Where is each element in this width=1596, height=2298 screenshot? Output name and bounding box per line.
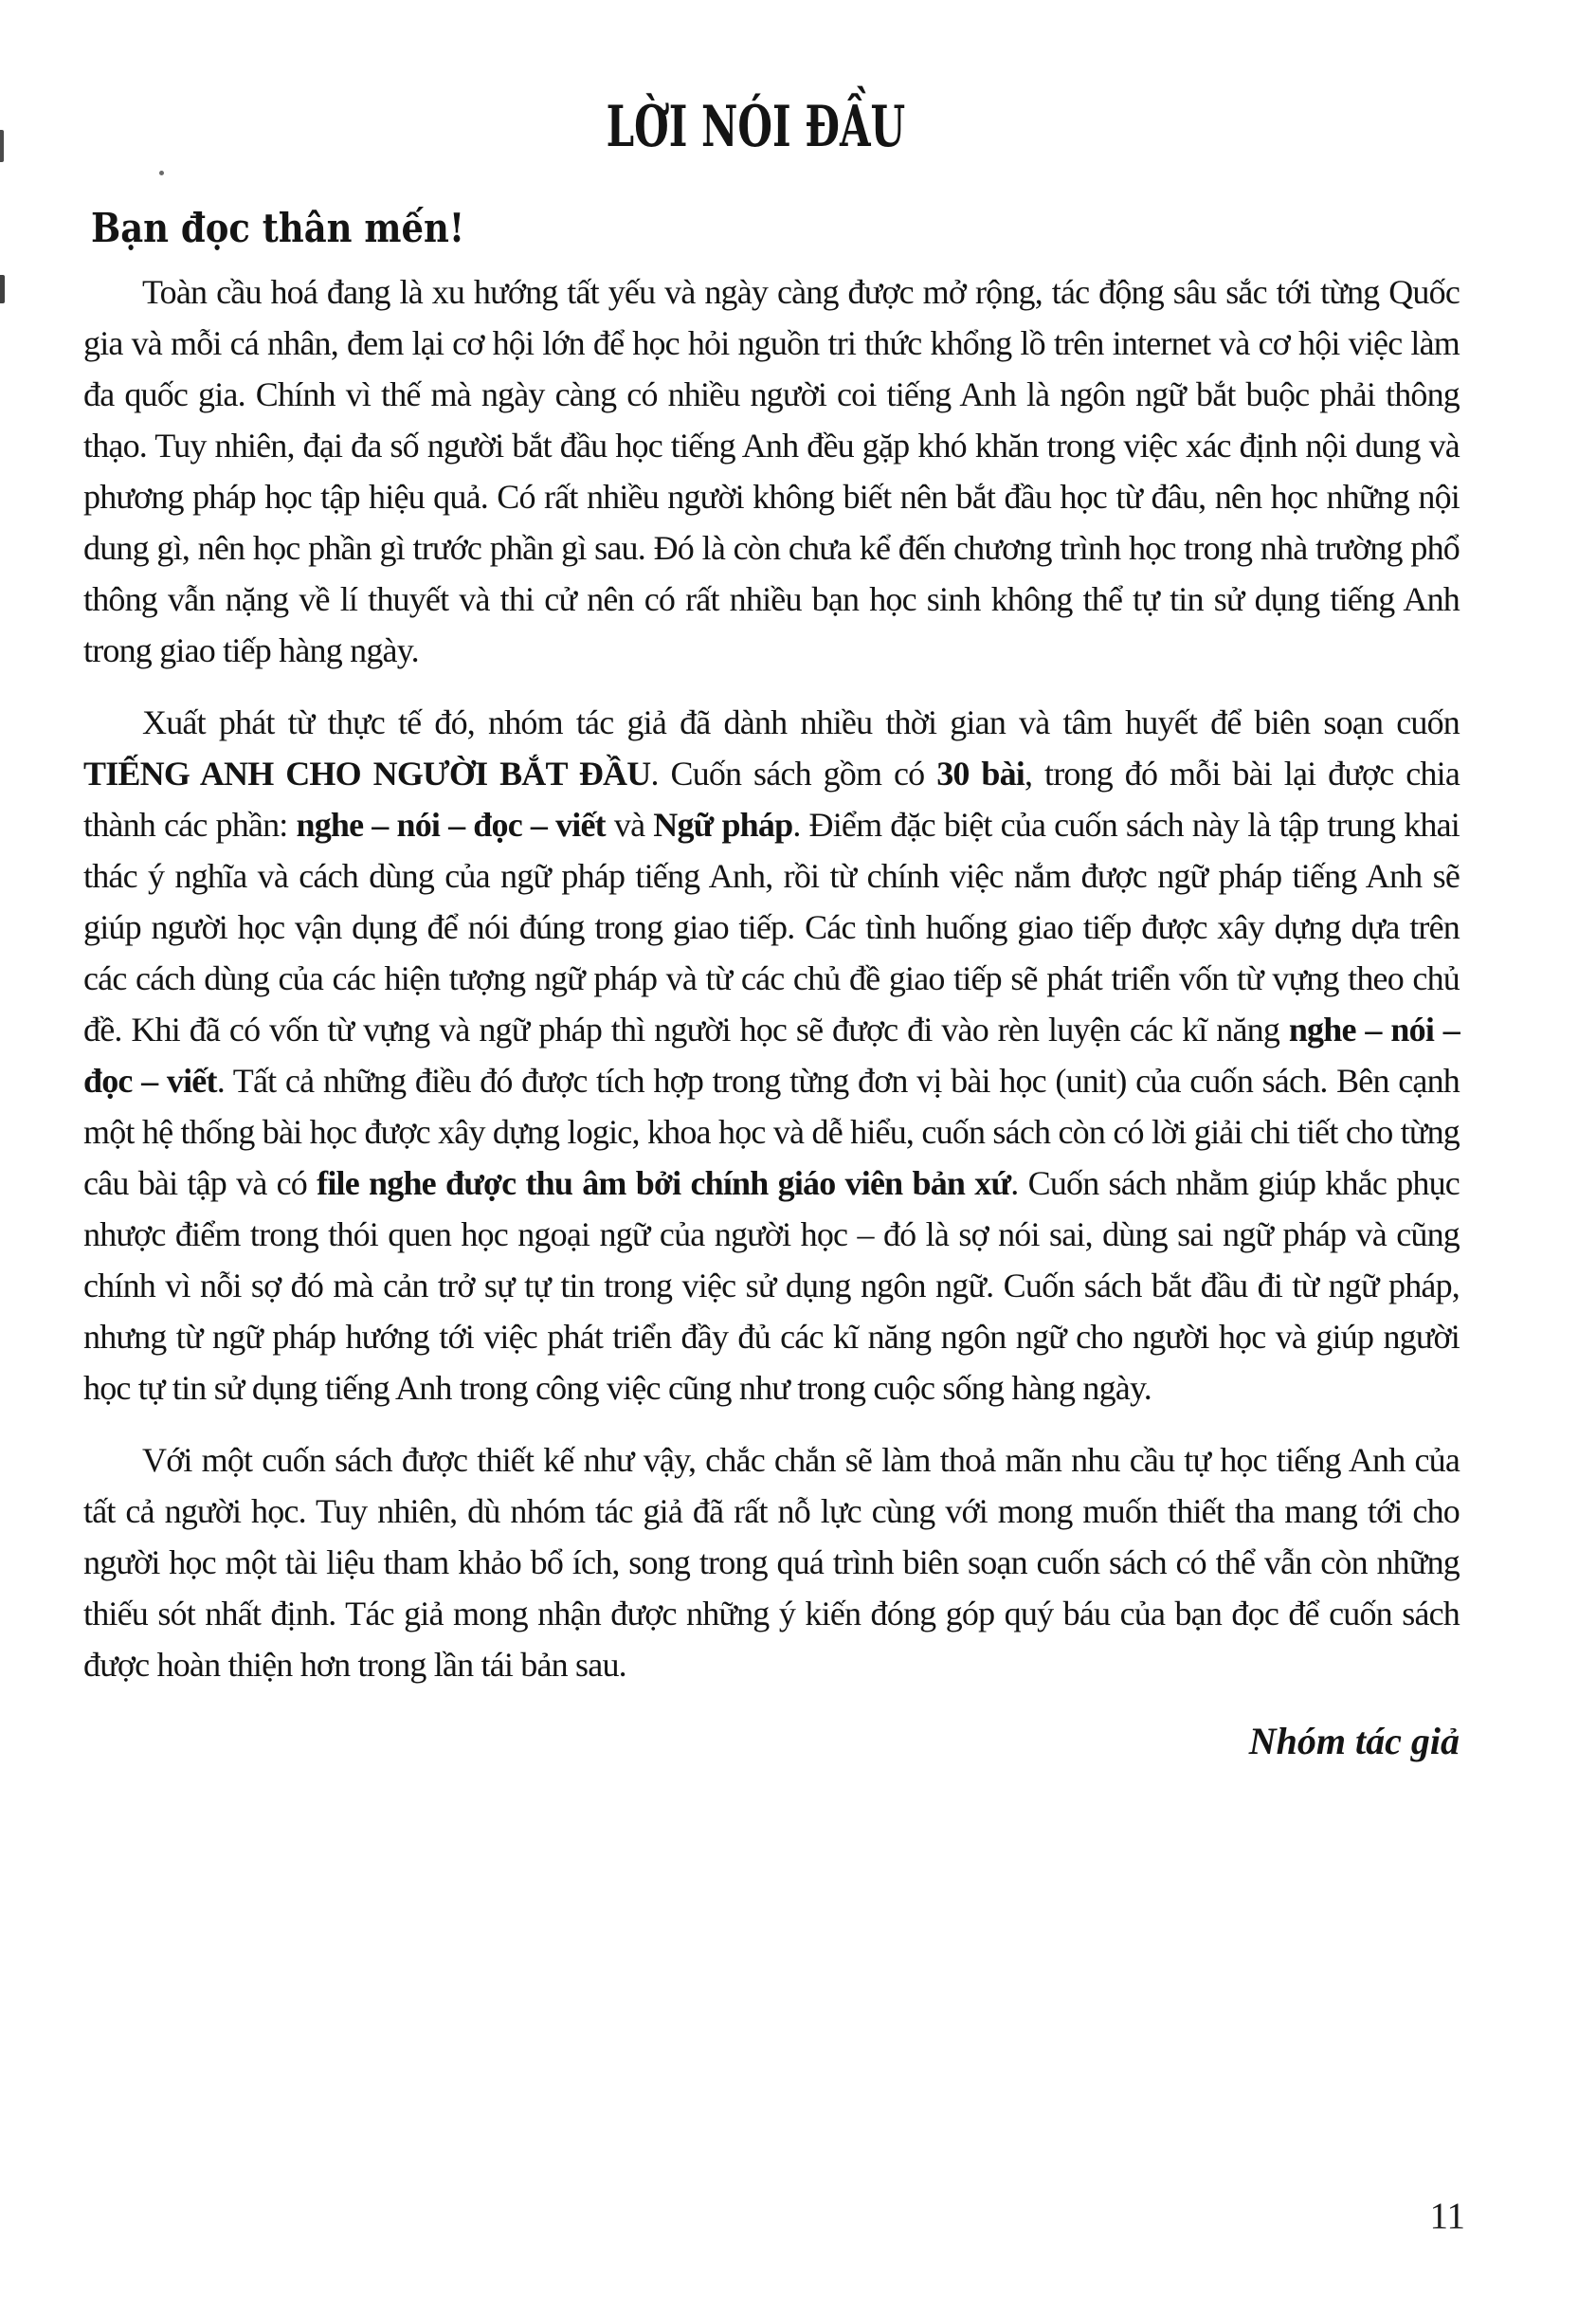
text-run-bold: nghe – nói – đọc – viết — [296, 806, 606, 844]
page-title-text: LỜI NÓI ĐẦU — [606, 94, 905, 160]
scan-artifact-left-edge — [0, 275, 5, 303]
page-title — [83, 94, 1460, 160]
text-run: . Điểm đặc biệt của cuốn sách này là tập trung khai thác ý nghĩa và cách dùng của ngữ pháp tiếng Anh, rồi từ chính việc nắm được ngữ pháp tiếng Anh sẽ giúp người học vận dụng để nói đúng trong giao tiếp. Các tình huống giao tiếp được xây dựng dựa trên các cách dùng của các hiện tượng ngữ pháp và từ các chủ đề giao tiếp sẽ phát triển vốn từ vựng theo chủ đề. Khi đã có vốn từ vựng và ngữ pháp thì người học sẽ được đi vào rèn luyện các kĩ năng — [83, 806, 1460, 1049]
text-run: . Cuốn sách gồm có — [650, 755, 937, 793]
text-run-bold: file nghe được thu âm bởi chính giáo viên bản xứ — [317, 1164, 1011, 1202]
paragraph-1 — [83, 266, 1460, 676]
text-run: Toàn cầu hoá đang là xu hướng tất yếu và ngày càng được mở rộng, tác động sâu sắc tới từng Quốc gia và mỗi cá nhân, đem lại cơ hội lớn để học hỏi nguồn tri thức khổng lồ trên internet và cơ hội việc làm đa quốc gia. Chính vì thế mà ngày càng có nhiều người coi tiếng Anh là ngôn ngữ bắt buộc phải thông thạo. Tuy nhiên, đại đa số người bắt đầu học tiếng Anh đều gặp khó khăn trong việc xác định nội dung và phương pháp học tập hiệu quả. Có rất nhiều người không biết nên bắt đầu học từ đâu, nên học những nội dung gì, nên học phần gì trước phần gì sau. Đó là còn chưa kể đến chương trình học trong nhà trường phổ thông vẫn nặng về lí thuyết và thi cử nên có rất nhiều bạn học sinh không thể tự tin sử dụng tiếng Anh trong giao tiếp hàng ngày. — [83, 273, 1460, 669]
text-run: và — [605, 806, 654, 844]
salutation: Bạn đọc thân mến! — [91, 205, 465, 251]
page-number: 11 — [1429, 2196, 1465, 2236]
scan-artifact-left-edge — [0, 130, 4, 162]
author-signature: Nhóm tác giả — [1248, 1720, 1460, 1762]
page-content — [83, 0, 1460, 1764]
paragraph-3 — [83, 1434, 1460, 1690]
body-text — [83, 266, 1460, 1690]
text-run-bold: Ngữ pháp — [653, 806, 793, 844]
text-run: Xuất phát từ thực tế đó, nhóm tác giả đã dành nhiều thời gian và tâm huyết để biên soạn cuốn — [142, 703, 1460, 741]
text-run-bold: TIẾNG ANH CHO NGƯỜI BẮT ĐẦU — [83, 755, 651, 793]
text-run: Với một cuốn sách được thiết kế như vậy, chắc chắn sẽ làm thoả mãn nhu cầu tự học tiếng Anh của tất cả người học. Tuy nhiên, dù nhóm tác giả đã rất nỗ lực cùng với mong muốn thiết tha mang tới cho người học một tài liệu tham khảo bổ ích, song trong quá trình biên soạn cuốn sách có thể vẫn còn những thiếu sót nhất định. Tác giả mong nhận được những ý kiến đóng góp quý báu của bạn đọc để cuốn sách được hoàn thiện hơn trong lần tái bản sau. — [83, 1441, 1460, 1684]
text-run: , trong đó mỗi bài lại được chia thành các phần: — [83, 755, 1460, 844]
paragraph-2 — [83, 697, 1460, 1413]
text-run-bold: nghe – nói – đọc – viết — [83, 1011, 1460, 1100]
text-run: . Cuốn sách nhằm giúp khắc phục nhược điểm trong thói quen học ngoại ngữ của người học – đó là sợ nói sai, dùng sai ngữ pháp và cũng chính vì nỗi sợ đó mà cản trở sự tự tin trong việc sử dụng ngôn ngữ. Cuốn sách bắt đầu đi từ ngữ pháp, nhưng từ ngữ pháp hướng tới việc phát triển đầy đủ các kĩ năng ngôn ngữ cho người học và giúp người học tự tin sử dụng tiếng Anh trong công việc cũng như trong cuộc sống hàng ngày. — [83, 1164, 1460, 1407]
text-run: . Tất cả những điều đó được tích hợp trong từng đơn vị bài học (unit) của cuốn sách. Bên cạnh một hệ thống bài học được xây dựng logic, khoa học và dễ hiểu, cuốn sách còn có lời giải chi tiết cho từng câu bài tập và có — [83, 1062, 1460, 1202]
text-run-bold: 30 bài — [936, 755, 1025, 793]
